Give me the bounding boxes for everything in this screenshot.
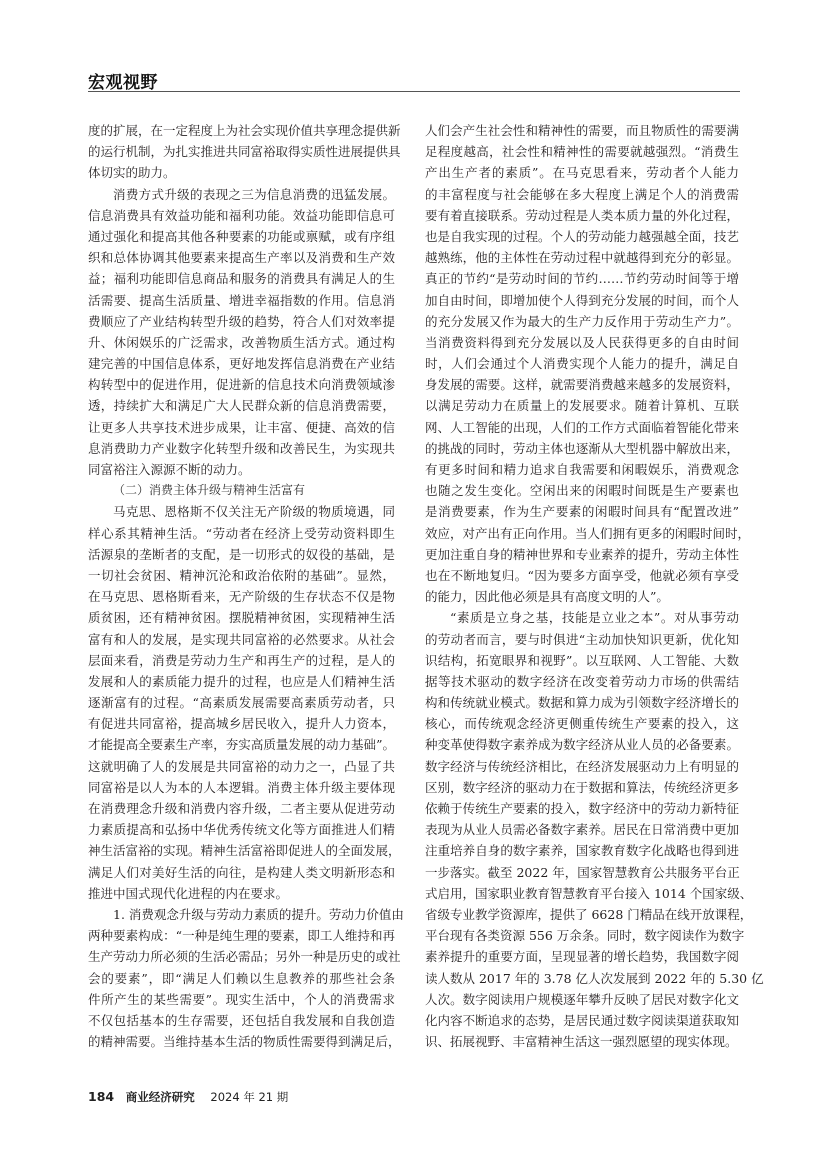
- text-line: 息消费助力产业数字化转型升级和改善民生，为实现共: [88, 440, 395, 456]
- text-line: 足程度越高，社会性和精神性的需要就越强烈。“消费生: [425, 144, 739, 160]
- text-line: 生产劳动力所必须的生活必需品；另外一种是历史的或社: [88, 949, 401, 965]
- text-line: 在马克思、恩格斯看来，无产阶级的生存状态不仅是物: [88, 589, 395, 605]
- text-line: 加自由时间，即增加使个人得到充分发展的时间，而个人: [425, 292, 739, 308]
- page-number: 184: [88, 1089, 115, 1104]
- text-line: 数字经济与传统经济相比，在经济发展驱动力上有明显的: [425, 758, 739, 774]
- text-line: 区别，数字经济的驱动力在于数据和算法，传统经济更多: [425, 779, 739, 795]
- text-line: 核心，而传统观念经济更侧重传统生产要素的投入，这: [425, 716, 739, 732]
- text-line: 的丰富程度与社会能够在多大程度上满足个人的消费需: [425, 186, 739, 202]
- text-line: 识、拓展视野、丰富精神生活这一强烈愿望的现实体现。: [425, 1034, 738, 1050]
- text-line: 表现为从业人员需必备数字素养。居民在日常消费中更加: [425, 822, 739, 838]
- text-line: 富有和人的发展，是实现共同富裕的必然要求。从社会: [88, 631, 395, 647]
- text-line: 织和总体协调其他要素来提高生产率以及消费和生产效: [88, 250, 395, 266]
- right-column: [425, 120, 764, 1052]
- text-line: 逐渐富有的过程。“高素质发展需要高素质劳动者，只: [88, 695, 395, 711]
- paragraph: [88, 184, 395, 481]
- paragraph: [88, 120, 401, 184]
- text-line: 会的要素”，即“满足人们赖以生息教养的那些社会条: [88, 970, 395, 986]
- text-line: 以满足劳动力在质量上的发展要求。随着计算机、互联: [425, 398, 739, 414]
- text-line: 不仅包括基本的生存需要，还包括自我发展和自我创造: [88, 1012, 395, 1028]
- text-line: 通过强化和提高其他各种要素的功能或禀赋，或有序组: [88, 228, 395, 244]
- text-line: 让更多人共享技术进步成果，让丰富、便捷、高效的信: [88, 419, 395, 435]
- text-line: 种变革使得数字素养成为数字经济从业人员的必备要素。: [425, 737, 739, 753]
- text-line: 的运行机制，为扎实推进共同富裕取得实质性进展提供具: [88, 144, 401, 160]
- text-line: 真正的节约“是劳动时间的节约……节约劳动时间等于增: [425, 271, 739, 287]
- text-line: 活源泉的垄断者的支配，是一切形式的奴役的基础，是: [88, 546, 395, 562]
- text-line: 人次。数字阅读用户规模逐年攀升反映了居民对数字化文: [425, 991, 739, 1007]
- text-line: 满足人们对美好生活的向往，是构建人类文明新形态和: [88, 864, 395, 880]
- subsection-heading: [88, 480, 395, 501]
- page-footer: [88, 1089, 288, 1105]
- text-line: 升、休闲娱乐的广泛需求，改善物质生活方式。通过构: [88, 334, 395, 350]
- issue-label: 2024 年 21 期: [210, 1090, 289, 1104]
- paragraph: [425, 607, 764, 1052]
- text-line: 注重培养自身的数字素养，国家教育数字化战略也得到进: [425, 843, 739, 859]
- text-line: 产出生产者的素质”。在马克思看来，劳动者个人能力: [425, 165, 739, 181]
- text-line: 体切实的助力。: [88, 165, 176, 181]
- text-line: 神生活富裕的实现。精神生活富裕即促进人的全面发展，: [88, 843, 401, 859]
- text-line: 也在不断地复归。“因为要多方面享受，他就必须有享受: [425, 567, 739, 583]
- text-line: 信息消费具有效益功能和福利功能。效益功能即信息可: [88, 207, 395, 223]
- text-line: （二）消费主体升级与精神生活富有: [113, 483, 306, 498]
- text-line: 的挑战的同时，劳动主体也逐渐从大型机器中解放出来，: [425, 440, 739, 456]
- text-line: “素质是立身之基，技能是立业之本”。对从事劳动: [450, 610, 739, 626]
- text-line: 质贫困，还有精神贫困。摆脱精神贫困，实现精神生活: [88, 610, 395, 626]
- paragraph: [88, 501, 401, 904]
- text-line: 有更多时间和精力追求自我需要和闲暇娱乐，消费观念: [425, 462, 739, 477]
- text-line: 同富裕是以人为本的人本逻辑。消费主体升级主要体现: [88, 779, 395, 795]
- text-line: 消费方式升级的表现之三为信息消费的迅猛发展。: [113, 186, 395, 202]
- text-line: 当消费资料得到充分发展以及人民获得更多的自由时间: [425, 334, 739, 350]
- text-line: 的劳动者而言，要与时俱进“主动加快知识更新，优化知: [425, 631, 739, 647]
- text-line: 建完善的中国信息体系，更好地发挥信息消费在产业结: [88, 356, 395, 372]
- text-line: 人们会产生社会性和精神性的需要，而且物质性的需要满: [425, 123, 739, 138]
- text-line: 才能提高全要素生产率，夯实高质量发展的动力基础”。: [88, 737, 395, 753]
- text-line: 样心系其精神生活。“劳动者在经济上受劳动资料即生: [88, 525, 395, 541]
- text-line: 式启用，国家职业教育智慧教育平台接入 1014 个国家级、: [425, 885, 753, 901]
- text-line: 时，人们会通过个人消费实现个人能力的提升，满足自: [425, 356, 739, 372]
- text-line: 依赖于传统生产要素的投入，数字经济中的劳动力新特征: [425, 801, 739, 816]
- text-line: 力素质提高和弘扬中华优秀传统文化等方面推进人们精: [88, 822, 395, 838]
- text-line: 费顺应了产业结构转型升级的趋势，符合人们对效率提: [88, 313, 395, 329]
- text-line: 同富裕注入源源不断的动力。: [88, 462, 251, 477]
- text-line: 推进中国式现代化进程的内在要求。: [88, 885, 289, 901]
- text-line: 更加注重自身的精神世界和专业素养的提升，劳动主体性: [425, 546, 739, 562]
- text-line: 识结构，拓宽眼界和视野”。以互联网、人工智能、大数: [425, 652, 739, 668]
- text-line: 1. 消费观念升级与劳动力素质的提升。劳动力价值由: [113, 906, 404, 922]
- text-line: 两种要素构成：“一种是纯生理的要素，即工人维持和再: [88, 928, 395, 944]
- text-line: 是消费要素，作为生产要素的闲暇时间具有“配置改进”: [425, 504, 739, 520]
- text-line: 平台现有各类资源 556 万余条。同时，数字阅读作为数字: [425, 928, 745, 944]
- text-line: 一切社会贫困、精神沉沦和政治依附的基础”。显然，: [88, 567, 395, 583]
- text-line: 件所产生的某些需要”。现实生活中，个人的消费需求: [88, 991, 395, 1007]
- header-rule: [88, 91, 740, 92]
- text-line: 化内容不断追求的态势，是居民通过数字阅读渠道获取知: [425, 1012, 739, 1028]
- text-line: 的能力，因此他必须是具有高度文明的人”。: [425, 589, 669, 605]
- text-line: 一步落实。截至 2022 年，国家智慧教育公共服务平台正: [425, 864, 740, 880]
- text-line: 效应，对产出有正向作用。当人们拥有更多的闲暇时间时，: [425, 525, 751, 541]
- left-column: [88, 120, 404, 1052]
- text-line: 的精神需要。当维持基本生活的物质性需要得到满足后，: [88, 1034, 401, 1050]
- paragraph: [425, 120, 751, 607]
- text-line: 构和传统就业模式。数据和算力成为引领数字经济增长的: [425, 695, 739, 711]
- text-line: 度的扩展，在一定程度上为社会实现价值共享理念提供新: [88, 123, 401, 138]
- text-line: 身发展的需要。这样，就需要消费越来越多的发展资料，: [425, 377, 739, 393]
- text-line: 益；福利功能即信息商品和服务的消费具有满足人的生: [88, 271, 395, 287]
- text-line: 透，持续扩大和满足广大人民群众新的信息消费需要，: [88, 398, 395, 414]
- text-line: 有促进共同富裕，提高城乡居民收入，提升人力资本，: [88, 716, 395, 732]
- text-line: 这就明确了人的发展是共同富裕的动力之一，凸显了共: [88, 758, 395, 774]
- text-line: 活需要、提高生活质量、增进幸福指数的作用。信息消: [88, 292, 395, 308]
- text-line: 发展和人的素质能力提升的过程，也应是人们精神生活: [88, 673, 395, 689]
- text-line: 省级专业教学资源库，提供了 6628 门精品在线开放课程，: [425, 906, 753, 922]
- text-line: 网、人工智能的出现，人们的工作方式面临着智能化带来: [425, 419, 739, 435]
- text-line: 的充分发展又作为最大的生产力反作用于劳动生产力”。: [425, 313, 739, 329]
- text-line: 马克思、恩格斯不仅关注无产阶级的物质境遇，同: [113, 504, 395, 520]
- text-line: 构转型中的促进作用，促进新的信息技术向消费领域渗: [88, 377, 395, 393]
- section-title: 宏观视野: [88, 73, 158, 93]
- text-line: 在消费理念升级和消费内容升级，二者主要从促进劳动: [88, 801, 395, 816]
- text-line: 也随之发生变化。空闲出来的闲暇时间既是生产要素也: [425, 483, 739, 499]
- text-line: 素养提升的重要方面，呈现显著的增长趋势，我国数字阅: [425, 949, 739, 965]
- text-line: 读人数从 2017 年的 3.78 亿人次发展到 2022 年的 5.30 亿: [425, 970, 764, 986]
- text-line: 也是自我实现的过程。个人的劳动能力越强越全面，技艺: [425, 228, 739, 244]
- paragraph: [88, 904, 404, 1052]
- journal-name: 商业经济研究: [125, 1090, 195, 1104]
- text-line: 据等技术驱动的数字经济在改变着劳动力市场的供需结: [425, 673, 739, 689]
- text-line: 层面来看，消费是劳动力生产和再生产的过程，是人的: [88, 652, 395, 668]
- text-line: 要有着直接联系。劳动过程是人类本质力量的外化过程，: [425, 207, 739, 223]
- text-line: 越熟练，他的主体性在劳动过程中就越得到充分的彰显。: [425, 250, 739, 266]
